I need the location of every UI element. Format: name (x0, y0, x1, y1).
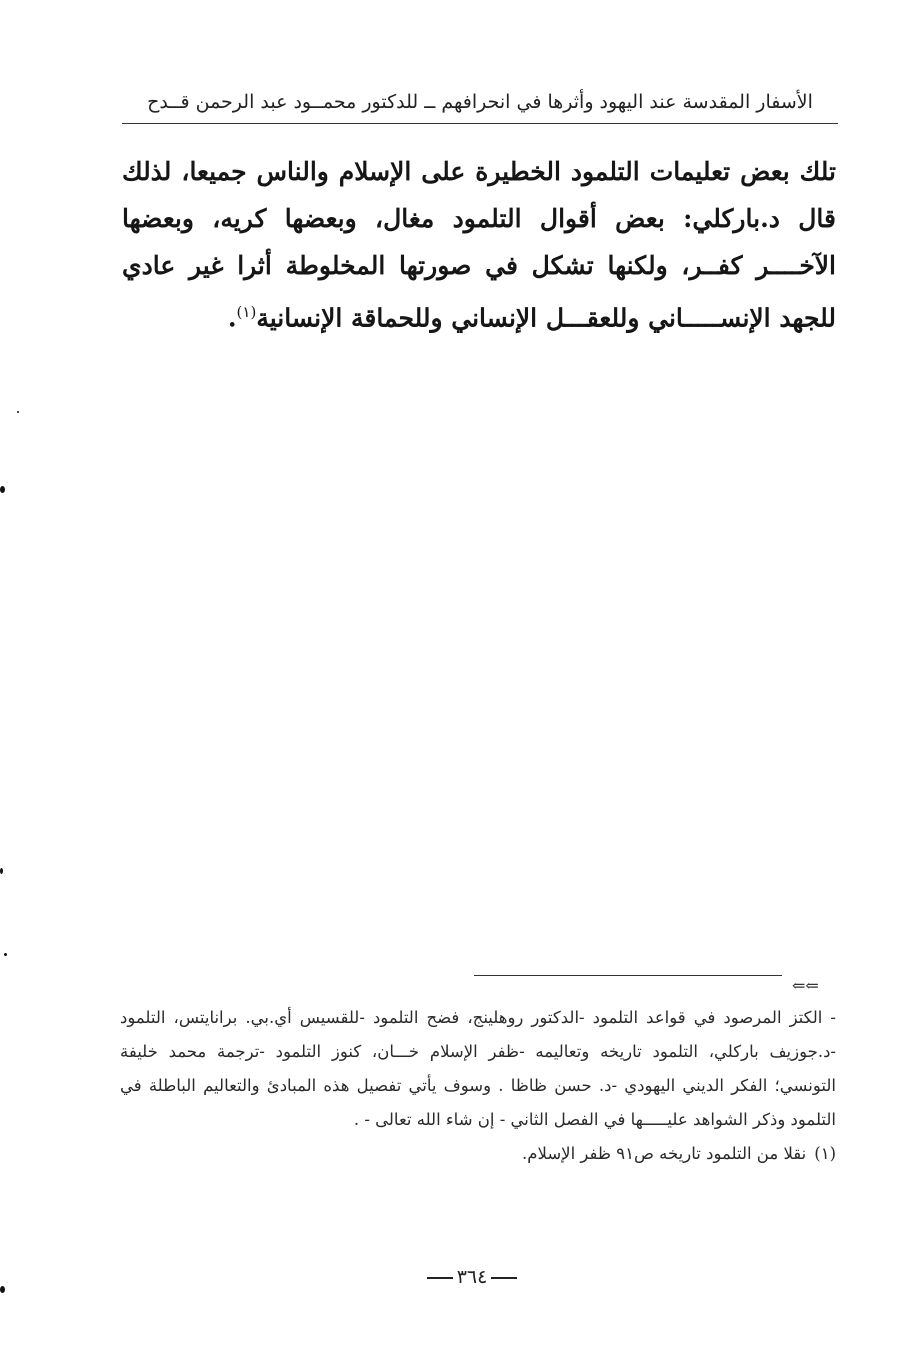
page-number-value: ٣٦٤ (456, 1266, 488, 1288)
scan-speck (0, 868, 3, 874)
scan-speck (0, 486, 5, 493)
footnotes (120, 1001, 836, 1171)
paragraph-text: تلك بعض تعليمات التلمود الخطيرة على الإسلام والناس جميعا، لذلك قال د.باركلي: بعض أقوال التلمود مغال، وبعضها كريه، وبعضها الآخــــر كفــر، ولكنها تشكل في صورتها المخلوطة أثرا غير عادي للجهد الإنســـــاني وللعقـــل الإنساني وللحماقة الإنسانية (122, 157, 836, 333)
footnote-reference: (١) (236, 303, 257, 321)
header-rule (122, 123, 838, 124)
footnote-separator (474, 975, 782, 976)
footnote-1-text: نقلا من التلمود تاريخه ص٩١ ظفر الإسلام. (522, 1144, 807, 1163)
page-number-dash (427, 1277, 453, 1279)
footnote-1-number: (١) (814, 1144, 836, 1163)
page-number-dash (491, 1277, 517, 1279)
main-paragraph (122, 148, 836, 341)
scan-speck (17, 411, 19, 413)
continuation-arrow-icon: ⇐⇐ (792, 976, 819, 995)
running-header: الأسفار المقدسة عند اليهود وأثرها في انحرافهم ــ للدكتور محمــود عبد الرحمن قــدح (147, 91, 813, 113)
scan-speck (0, 1286, 5, 1293)
footnote-continued: - الكتز المرصود في قواعد التلمود -الدكتور روهلينج، فضح التلمود -للقسيس أي.بي. برانايتس، التلمود -د.جوزيف باركلي، التلمود تاريخه وتعاليمه -ظفر الإسلام خـــان، كنوز التلمود -ترجمة محمد خليفة التونسي؛ الفكر الديني اليهودي -د. حسن ظاظا . وسوف يأتي تفصيل هذه المبادئ والتعاليم الباطلة في التلمود وذكر الشواهد عليـــــها في الفصل الثاني - إن شاء الله تعالى - . (120, 1008, 836, 1129)
scan-speck (4, 953, 7, 956)
paragraph-end-punctuation: . (227, 303, 237, 333)
page-number (412, 1262, 532, 1292)
footnote-1 (120, 1137, 836, 1171)
main-text (122, 148, 836, 341)
